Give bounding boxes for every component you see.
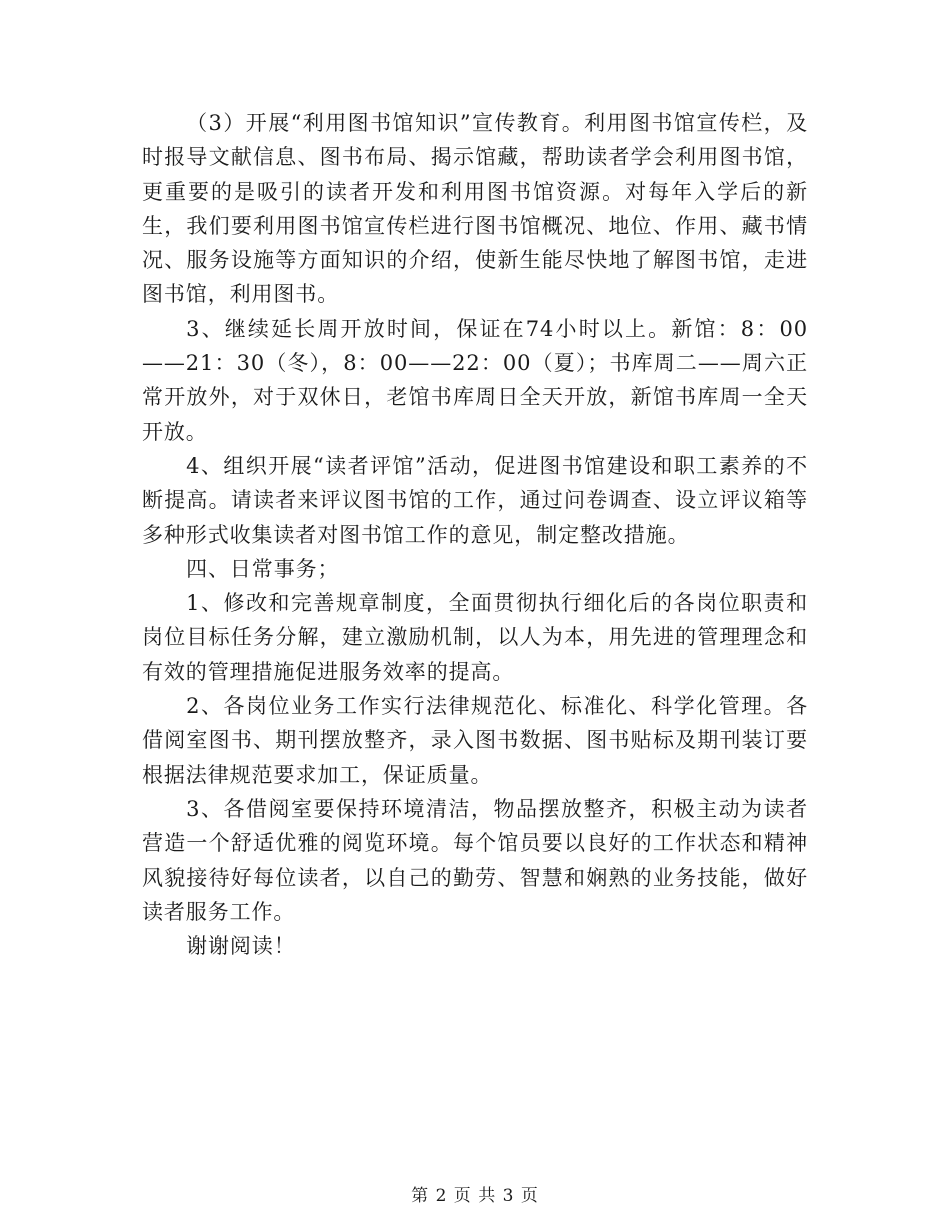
closing-thanks: 谢谢阅读！ [186, 934, 296, 959]
paragraph-reading-environment: 3、各借阅室要保持环境清洁，物品摆放整齐，积极主动为读者营造一个舒适优雅的阅览环境。每个馆员要以良好的工作状态和精神风貌接待好每位读者，以自己的勤劳、智慧和娴熟的业务技能，做好读者服务工作。 [142, 796, 808, 924]
paragraph-reader-evaluation: 4、组织开展“读者评馆”活动，促进图书馆建设和职工素养的不断提高。请读者来评议图书馆的工作，通过问卷调查、设立评议箱等多种形式收集读者对图书馆工作的意见，制定整改措施。 [142, 453, 808, 547]
section-heading-daily-affairs: 四、日常事务； [186, 556, 340, 581]
page-number-footer: 第 2 页 共 3 页 [411, 1186, 539, 1206]
paragraph-rules-system: 1、修改和完善规章制度，全面贯彻执行细化后的各岗位职责和岗位目标任务分解，建立激励机制，以人为本，用先进的管理理念和有效的管理措施促进服务效率的提高。 [142, 591, 808, 684]
paragraph-opening-hours: 3、继续延长周开放时间，保证在74小时以上。新馆：8：00——21：30（冬），8：00——22：00（夏）；书库周二——周六正常开放外，对于双休日，老馆书库周日全天开放，新馆书库周一全天开放。 [142, 316, 808, 444]
document-body [142, 106, 808, 963]
paragraph-publicity-education: （3）开展“利用图书馆知识”宣传教育。利用图书馆宣传栏，及时报导文献信息、图书布局、揭示馆藏，帮助读者学会利用图书馆，更重要的是吸引的读者开发和利用图书馆资源。对每年入学后的新生，我们要利用图书馆宣传栏进行图书馆概况、地位、作用、藏书情况、服务设施等方面知识的介绍，使新生能尽快地了解图书馆，走进图书馆，利用图书。 [142, 111, 808, 307]
paragraph-standardized-management: 2、各岗位业务工作实行法律规范化、标准化、科学化管理。各借阅室图书、期刊摆放整齐，录入图书数据、图书贴标及期刊装订要根据法律规范要求加工，保证质量。 [142, 694, 808, 787]
